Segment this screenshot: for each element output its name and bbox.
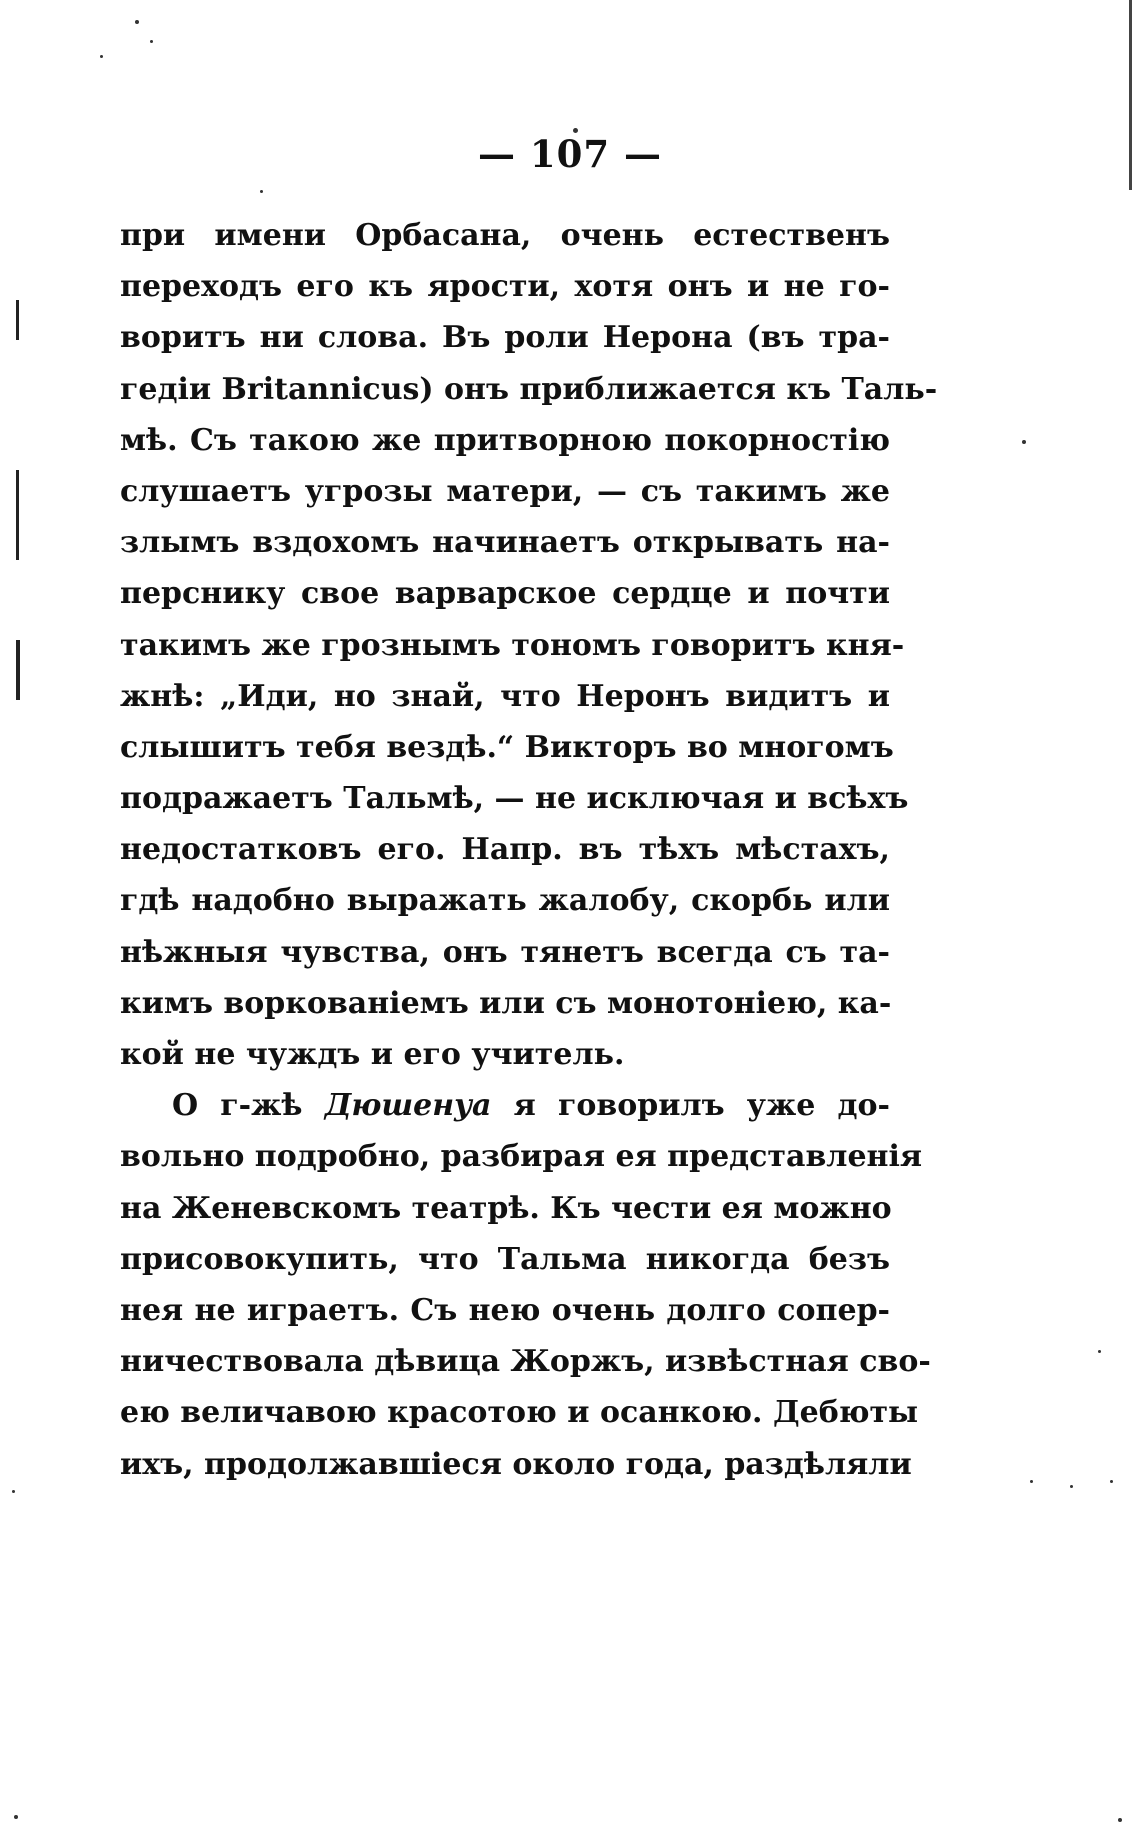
scan-speck (260, 190, 263, 193)
scan-speck (1118, 1818, 1122, 1822)
text-line: недостатковъ его. Напр. въ тѣхъ мѣстахъ, (120, 832, 890, 868)
text-line: подражаетъ Тальмѣ, — не исключая и всѣхъ (120, 781, 909, 817)
text-line: гдѣ надобно выражать жалобу, скорбь или (120, 883, 890, 919)
text-line: злымъ вздохомъ начинаетъ открывать на- (120, 525, 890, 561)
paragraph-2 (120, 1080, 931, 1490)
text-line: воритъ ни слова. Въ роли Нерона (въ тра- (120, 320, 890, 356)
body-text (120, 210, 938, 1490)
text-line: нѣжныя чувства, онъ тянетъ всегда съ та- (120, 934, 890, 970)
text-run: я говорилъ уже до- (491, 1088, 890, 1124)
scan-speck (12, 1490, 15, 1493)
scan-margin-mark (16, 470, 19, 560)
text-line-first (120, 1080, 890, 1131)
page-number: — 107 — (478, 132, 662, 176)
scan-speck (14, 1815, 18, 1819)
text-line: мѣ. Съ такою же притворною покорностію (120, 422, 890, 458)
paragraph-1 (120, 210, 938, 1080)
text-line: слушаетъ угрозы матери, — съ такимъ же (120, 473, 890, 509)
text-run: О г-жѣ (172, 1088, 325, 1124)
text-line: ихъ, продолжавшіеся около года, раздѣляли (120, 1446, 912, 1482)
text-line: кимъ воркованіемъ или съ монотоніею, ка- (120, 985, 892, 1021)
text-line: слышитъ тебя вездѣ.“ Викторъ во многомъ (120, 729, 894, 765)
scan-speck (1110, 1480, 1113, 1483)
scan-speck (1022, 440, 1026, 444)
text-line: ничествовала дѣвица Жоржъ, извѣстная сво- (120, 1344, 931, 1380)
text-line: на Женевскомъ театрѣ. Къ чести ея можно (120, 1190, 892, 1226)
text-line: присовокупить, что Тальма никогда безъ (120, 1241, 890, 1277)
text-line: перснику свое варварское сердце и почти (120, 576, 890, 612)
text-line: при имени Орбасана, очень естественъ (120, 218, 890, 253)
text-line: такимъ же грознымъ тономъ говоритъ кня- (120, 627, 905, 663)
text-line: жнѣ: „Иди, но знай, что Неронъ видитъ и (120, 678, 890, 714)
text-line: переходъ его къ ярости, хотя онъ и не го- (120, 269, 890, 305)
text-line: кой не чуждъ и его учитель. (120, 1037, 625, 1072)
scan-speck (150, 40, 153, 43)
scan-speck (1098, 1350, 1101, 1353)
text-line: вольно подробно, разбирая ея представленія (120, 1139, 923, 1175)
text-line: гедіи Britannicus) онъ приближается къ Таль- (120, 371, 938, 407)
scan-speck (1070, 1485, 1073, 1488)
scan-margin-mark (16, 300, 19, 340)
scan-speck (135, 20, 139, 24)
scan-margin-mark (16, 640, 20, 700)
text-line: ею величавою красотою и осанкою. Дебюты (120, 1395, 919, 1431)
italic-name: Дюшенуа (324, 1088, 492, 1124)
scan-speck (1030, 1480, 1033, 1483)
scan-speck (100, 55, 103, 58)
text-line: нея не играетъ. Съ нею очень долго сопер- (120, 1292, 890, 1328)
